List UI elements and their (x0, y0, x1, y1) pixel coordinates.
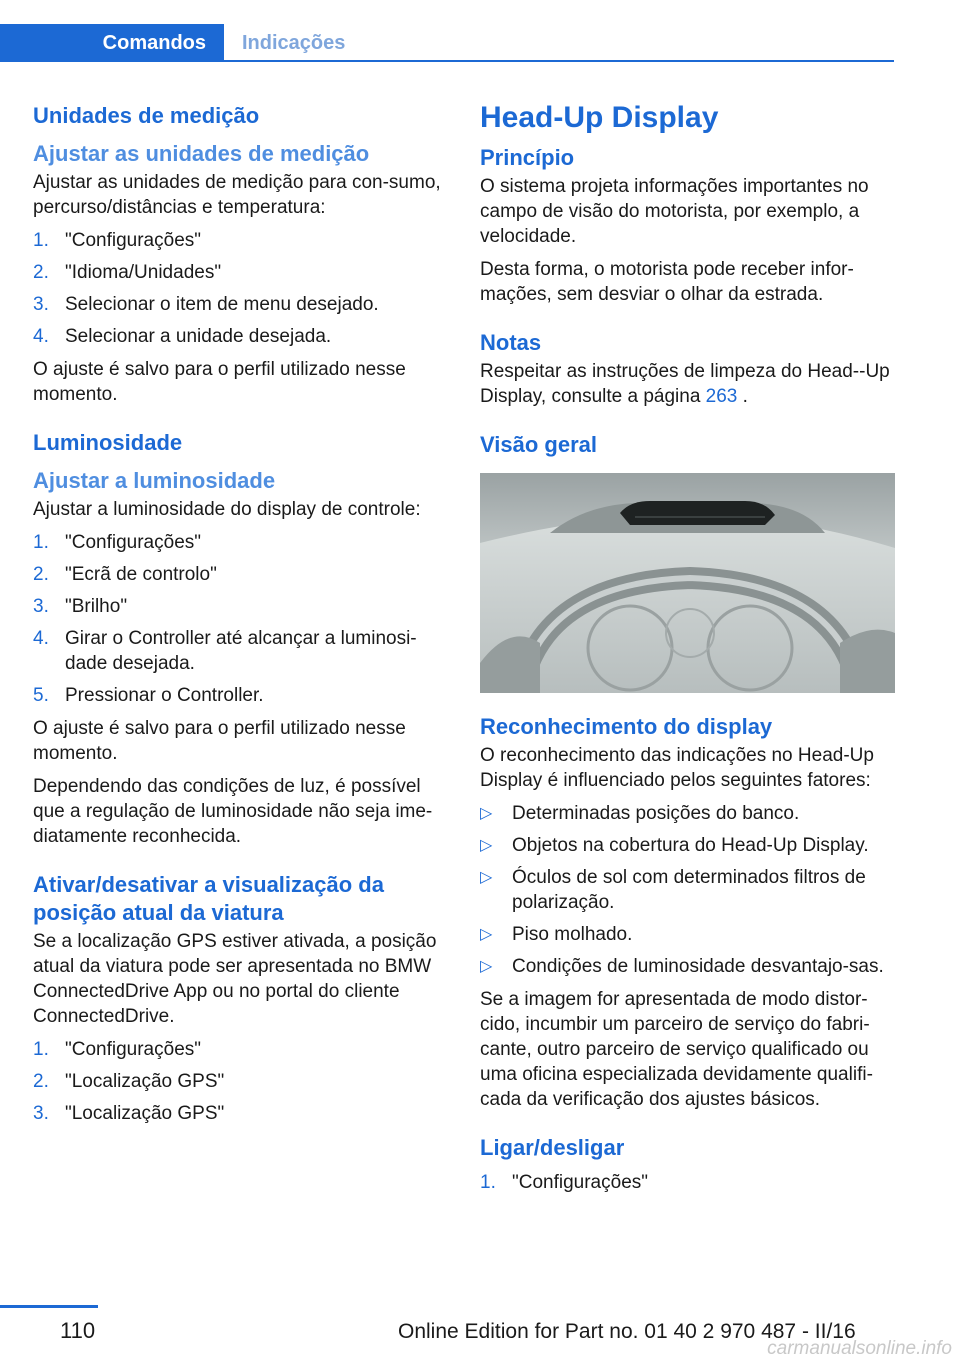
list-item: 1. "Configurações" (480, 1172, 649, 1193)
footer-divider (0, 1305, 98, 1308)
list-item: ▷ Objetos na cobertura do Head-Up Display. (480, 835, 869, 856)
list-item: 3. Selecionar o item de menu desejado. (33, 294, 379, 315)
list-item: 3. "Localização GPS" (33, 1103, 225, 1124)
list-item: 4. Selecionar a unidade desejada. (33, 326, 332, 347)
gps-heading: Ativar/desativar a visualização da posição atual da viatura (33, 872, 384, 925)
tab-indicacoes[interactable]: Indicações (242, 31, 346, 54)
overview-heading: Visão geral (480, 432, 597, 457)
onoff-heading: Ligar/desligar (480, 1135, 625, 1160)
edition-note: Online Edition for Part no. 01 40 2 970 487 - II/16 (398, 1320, 856, 1343)
page-title: Head-Up Display (480, 101, 719, 134)
list-item: 1. "Configurações" (33, 230, 202, 251)
units-steps (33, 228, 448, 349)
list-item: 4. Girar o Controller até alcançar a luminosi-dade desejada. (33, 628, 417, 674)
recognition-note: Se a imagem for apresentada de modo distor-cido, incumbir um parceiro de serviço do fabri-cante, outro parceiro de serviço qualificado ou uma oficina especializada devidamente qualifi-cada da verificação dos ajustes básicos. (480, 989, 873, 1110)
hud-dashboard-image (480, 473, 895, 693)
list-item: 1. "Configurações" (33, 532, 202, 553)
list-item: ▷ Piso molhado. (480, 924, 633, 945)
brightness-note-2: Dependendo das condições de luz, é possível que a regulação de luminosidade não seja ime-diatamente reconhecida. (33, 776, 433, 847)
list-item: ▷ Condições de luminosidade desvantajo-sas. (480, 956, 884, 977)
units-heading: Unidades de medição (33, 103, 260, 128)
recognition-bullets (480, 801, 895, 979)
brightness-subheading: Ajustar a luminosidade (33, 468, 276, 493)
left-column (33, 98, 448, 1134)
recognition-heading: Reconhecimento do display (480, 714, 773, 739)
units-note: O ajuste é salvo para o perfil utilizado nesse momento. (33, 359, 406, 405)
triangle-bullet-icon: ▷ (480, 869, 493, 886)
watermark: carmanualsonline.info (767, 1338, 952, 1359)
list-item: 1. "Configurações" (33, 1039, 202, 1060)
principle-heading: Princípio (480, 145, 575, 170)
tab-comandos[interactable]: Comandos (0, 24, 224, 62)
list-item: 2. "Idioma/Unidades" (33, 262, 222, 283)
triangle-bullet-icon: ▷ (480, 805, 493, 822)
brightness-steps (33, 530, 448, 708)
principle-text-1: O sistema projeta informações importantes no campo de visão do motorista, por exemplo, a velocidade. (480, 176, 869, 247)
triangle-bullet-icon: ▷ (480, 958, 493, 975)
brightness-heading: Luminosidade (33, 430, 183, 455)
list-item: 2. "Ecrã de controlo" (33, 564, 217, 585)
recognition-intro: O reconhecimento das indicações no Head-Up Display é influenciado pelos seguintes fatores: (480, 745, 874, 791)
brightness-note-1: O ajuste é salvo para o perfil utilizado nesse momento. (33, 718, 406, 764)
units-intro: Ajustar as unidades de medição para con-sumo, percurso/distâncias e temperatura: (33, 172, 441, 218)
page-header (0, 0, 960, 62)
triangle-bullet-icon: ▷ (480, 926, 493, 943)
triangle-bullet-icon: ▷ (480, 837, 493, 854)
list-item: 5. Pressionar o Controller. (33, 685, 264, 706)
right-column (480, 98, 895, 1203)
gps-intro: Se a localização GPS estiver ativada, a posição atual da viatura pode ser apresentada no BMW ConnectedDrive App ou no portal do cliente ConnectedDrive. (33, 931, 437, 1027)
list-item: ▷ Óculos de sol com determinados filtros de polarização. (480, 867, 866, 913)
page-number: 110 (60, 1318, 96, 1343)
page-reference-link[interactable]: 263 (705, 386, 738, 407)
list-item: 2. "Localização GPS" (33, 1071, 225, 1092)
list-item: 3. "Brilho" (33, 596, 128, 617)
notes-heading: Notas (480, 330, 542, 355)
brightness-intro: Ajustar a luminosidade do display de controle: (33, 499, 421, 520)
onoff-steps (480, 1170, 895, 1195)
list-item: ▷ Determinadas posições do banco. (480, 803, 800, 824)
notes-text: Respeitar as instruções de limpeza do Head--Up Display, consulte a página 263 . (480, 361, 890, 407)
principle-text-2: Desta forma, o motorista pode receber infor-mações, sem desviar o olhar da estrada. (480, 259, 854, 305)
gps-steps (33, 1037, 448, 1126)
units-subheading: Ajustar as unidades de medição (33, 141, 370, 166)
header-divider (0, 60, 894, 62)
